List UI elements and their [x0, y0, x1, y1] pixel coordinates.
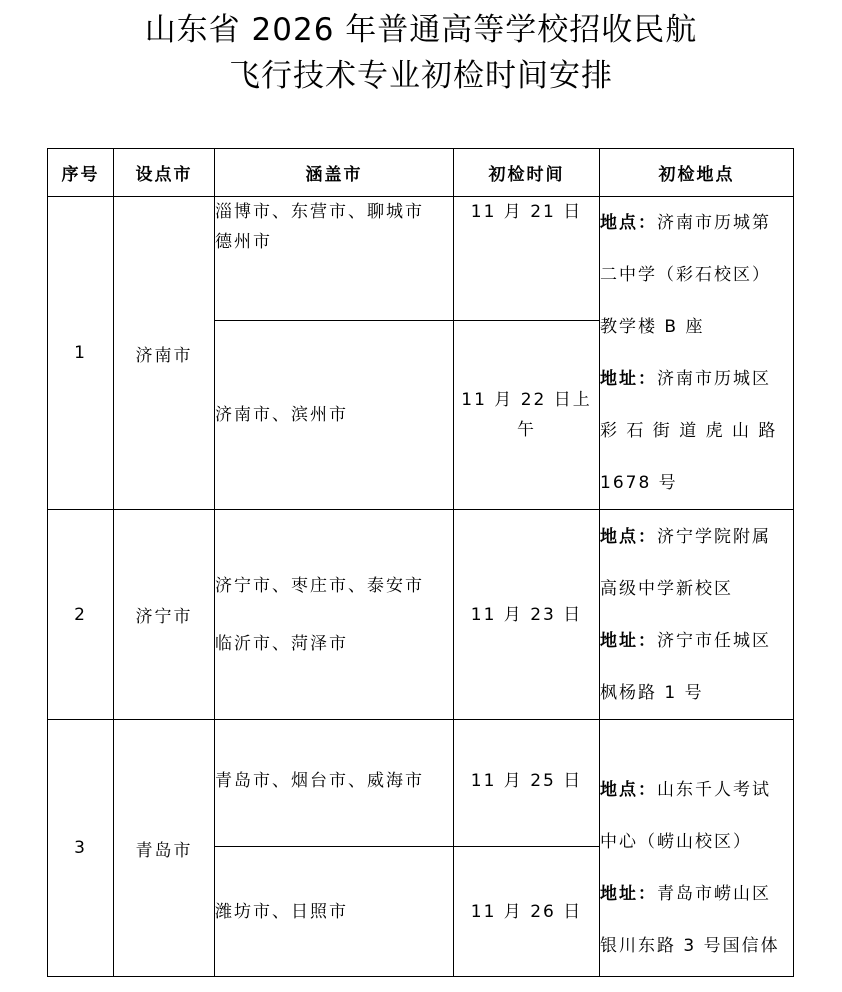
site-text: 山东千人考试 [657, 780, 771, 800]
address-label: 地址： [600, 630, 657, 651]
site-city: 济南市 [114, 197, 215, 510]
covered-cities-line: 淄博市、东营市、聊城市 [215, 202, 424, 222]
address-label: 地址： [600, 369, 657, 389]
covered-cities-line: 济宁市、枣庄市、泰安市 [215, 575, 424, 596]
header-site-city: 设点市 [114, 149, 215, 197]
table-header-row [48, 149, 794, 197]
covered-cities: 青岛市、烟台市、威海市 [215, 720, 454, 847]
covered-cities [215, 197, 454, 321]
site-text: 二中学（彩石校区） [600, 265, 771, 285]
table-row [48, 510, 794, 720]
header-exam-time: 初检时间 [454, 149, 600, 197]
site-text: 济宁学院附属 [657, 526, 771, 547]
header-exam-location: 初检地点 [600, 149, 794, 197]
exam-location [600, 197, 794, 510]
site-label: 地点： [600, 780, 657, 800]
exam-location [600, 510, 794, 720]
address-text: 彩 石 街 道 虎 山 路 [600, 421, 778, 441]
location-site-line [600, 197, 793, 249]
exam-location [600, 720, 794, 977]
location-address-line [600, 353, 793, 405]
location-site-line [600, 511, 793, 563]
exam-date: 11 月 22 日上午 [454, 320, 600, 509]
exam-date: 11 月 25 日 [454, 720, 600, 847]
covered-cities-line: 德州市 [215, 232, 272, 252]
covered-cities [215, 510, 454, 720]
address-text: 枫杨路 1 号 [600, 682, 704, 703]
covered-cities: 潍坊市、日照市 [215, 847, 454, 977]
location-address-line [600, 615, 793, 667]
covered-cities: 济南市、滨州市 [215, 320, 454, 509]
address-text: 1678 号 [600, 473, 678, 493]
document-title-line-2: 飞行技术专业初检时间安排 [229, 58, 613, 94]
table-row [48, 720, 794, 847]
site-text: 济南市历城第 [657, 213, 771, 233]
address-text: 银川东路 3 号国信体 [600, 936, 780, 956]
header-covered-cities: 涵盖市 [215, 149, 454, 197]
site-text: 高级中学新校区 [600, 578, 733, 599]
header-no: 序号 [48, 149, 114, 197]
row-number: 2 [48, 510, 114, 720]
row-number: 1 [48, 197, 114, 510]
location-site-line [600, 764, 793, 816]
exam-date: 11 月 23 日 [454, 510, 600, 720]
site-city: 青岛市 [114, 720, 215, 977]
location-address-line [600, 868, 793, 920]
site-city: 济宁市 [114, 510, 215, 720]
address-text: 济南市历城区 [657, 369, 771, 389]
exam-date: 11 月 21 日 [454, 197, 600, 321]
address-text: 济宁市任城区 [657, 630, 771, 651]
site-text: 中心（崂山校区） [600, 832, 752, 852]
address-label: 地址： [600, 884, 657, 904]
address-text: 青岛市崂山区 [657, 884, 771, 904]
document-title-line-1: 山东省 2026 年普通高等学校招收民航 [144, 12, 698, 48]
exam-date: 11 月 26 日 [454, 847, 600, 977]
site-label: 地点： [600, 526, 657, 547]
table-row [48, 197, 794, 321]
site-text: 教学楼 B 座 [600, 317, 705, 337]
row-number: 3 [48, 720, 114, 977]
schedule-table [47, 148, 794, 977]
covered-cities-line: 临沂市、菏泽市 [215, 633, 348, 654]
site-label: 地点： [600, 213, 657, 233]
